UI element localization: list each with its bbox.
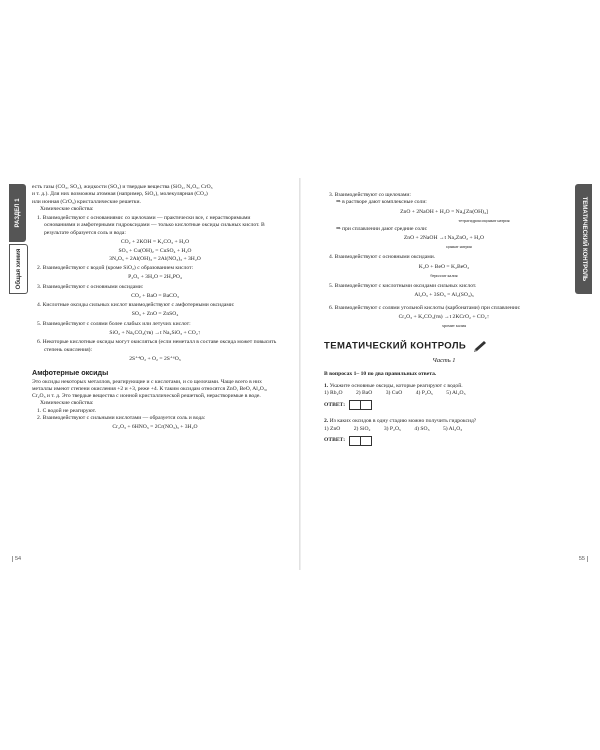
question-number: 1. (324, 382, 329, 389)
question-2 (324, 418, 564, 446)
amph-item: 3. Взаимодействуют со щелочами: (329, 192, 411, 198)
section-tab (9, 184, 26, 242)
equation-note: бериллат калия (430, 273, 458, 279)
option[interactable]: 3) P₂O₅ (383, 425, 401, 432)
amph-item: 1. С водой не реагируют. (37, 407, 97, 414)
intro-line: и т. д.). Для них возможны атомная (например, SiO₂), молекулярная (CO₂) (32, 191, 208, 198)
instruction: В вопросах 1– 10 по два правильных ответа. (324, 370, 437, 377)
bullet-text: в растворе дают комплексные соли: (342, 199, 427, 206)
acid-item: 3. Взаимодействуют с основными оксидами: (37, 283, 144, 290)
acid-item: 5. Взаимодействуют с солями более слабых или летучих кислот: (37, 320, 191, 327)
amph-item: 5. Взаимодействуют с кислотными оксидами сильных кислот. (329, 283, 477, 290)
equation: 3N₂O₅ + 2Al(OH)₃ = 2Al(NO₃)₃ + 3H₂O (109, 255, 201, 262)
intro-line: есть газы (CO₂, SO₂), жидкости (SO₃) и твердые вещества (SiO₂, N₂O₅, CrO₃ (32, 184, 213, 190)
section-heading-row (324, 340, 564, 354)
equation: CO₂ + BaO = BaCO₃ (131, 292, 179, 299)
page-number: 55 (579, 556, 588, 562)
equation-note: тетрагидроксоцинкат натрия (458, 217, 510, 223)
subsection-tab-label: Общая химия (15, 248, 22, 290)
option[interactable]: 5) Al₂O₃ (442, 425, 463, 432)
chem-props-label: Химические свойства: (40, 205, 94, 212)
amph-item: 2. Взаимодействуют с сильными кислотами — образуется соль и вода: (37, 415, 206, 422)
options (324, 390, 564, 397)
question-text: Из каких оксидов в одну стадию можно получить гидроксид? (329, 418, 477, 425)
bullet-fusion (324, 226, 564, 233)
equation: CO₂ + 2KOH = K₂CO₃ + H₂O (120, 239, 190, 246)
side-tab-label: ТЕМАТИЧЕСКИЙ КОНТРОЛЬ (580, 196, 587, 282)
answer-box[interactable] (349, 400, 361, 410)
acid-item: 6. Некоторые кислотные оксиды могут окисляться (если неметалл в составе оксида может повысить степень окисления): (37, 339, 277, 353)
option[interactable]: 2) BaO (355, 390, 373, 397)
question-text: Укажите основные оксиды, которые реагируют с водой. (329, 382, 463, 389)
equation: Cr₂O₃ + 6HNO₃ = 2Cr(NO₃)₃ + 3H₂O (112, 424, 198, 431)
answer-row (324, 436, 564, 446)
acid-item: 4. Кислотные оксиды сильных кислот взаимодействуют с амфотерными оксидами: (37, 302, 235, 309)
option[interactable]: 2) SiO₂ (353, 425, 371, 432)
right-body (324, 192, 564, 446)
book-spread (0, 178, 600, 570)
answer-box[interactable] (361, 436, 372, 446)
option[interactable]: 4) P₂O₅ (415, 390, 433, 397)
equation: SO₃ + ZnO = ZnSO₄ (131, 311, 179, 318)
amphoteric-heading: Амфотерные оксиды (32, 368, 109, 378)
option[interactable]: 1) ZnO (324, 425, 341, 432)
chem-props-label: Химические свойства: (40, 400, 94, 407)
amph-item: 4. Взаимодействуют с основными оксидами. (329, 254, 436, 261)
equation: ZnO + 2NaOH →t Na₂ZnO₂ + H₂O (403, 235, 485, 242)
answer-box[interactable] (349, 436, 361, 446)
bullet-solution (324, 199, 564, 206)
answer-label: ОТВЕТ: (324, 437, 346, 444)
question-1 (324, 383, 564, 411)
section-heading: ТЕМАТИЧЕСКИЙ КОНТРОЛЬ (324, 340, 467, 352)
pencil-icon (472, 340, 488, 354)
option[interactable]: 4) SO₃ (414, 425, 430, 432)
side-tab (575, 184, 592, 294)
bullet-text: при сплавлении дают средние соли: (342, 225, 428, 232)
equation: Al₂O₃ + 3SO₃ = Al₂(SO₄)₃ (414, 292, 474, 299)
acid-item: 1. Взаимодействуют с основаниями: со щелочами — практически все, с нерастворимыми основаниями и амфотерными гидроксидами — только кислотные оксиды сильных кислот. В результате образуется соль и вода: (37, 215, 265, 236)
option[interactable]: 3) CuO (385, 390, 403, 397)
answer-row (324, 400, 564, 410)
arrow-bullet-icon: ⇒ (336, 199, 343, 206)
equation: SO₃ + Cu(OH)₂ = CuSO₄ + H₂O (118, 248, 192, 255)
amph-item: 6. Взаимодействуют с солями угольной кислоты (карбонатами) при сплавлении: (329, 304, 521, 311)
intro-line: или ионная (CrO₃) кристаллические решетки. (32, 198, 141, 205)
answer-label: ОТВЕТ: (324, 401, 346, 408)
equation: K₂O + BeO = K₂BeO₂ (418, 263, 470, 270)
equation: 2S⁺⁴O₂ + O₂ = 2S⁺⁶O₃ (129, 355, 181, 362)
answer-box[interactable] (361, 400, 372, 410)
equation: ZnO + 2NaOH + H₂O = Na₂[Zn(OH)₄] (400, 208, 488, 215)
equation-note: цинкат натрия (446, 244, 472, 250)
options (324, 426, 564, 433)
option[interactable]: 5) Al₂O₃ (446, 390, 466, 397)
equation: P₂O₅ + 3H₂O = 2H₃PO₄ (128, 274, 182, 281)
left-body (32, 184, 278, 434)
page-number: 54 (12, 556, 21, 562)
section-tab-label: РАЗДЕЛ 1 (14, 198, 21, 228)
part-label: Часть 1 (432, 357, 456, 365)
amphoteric-text: Это оксиды некоторых металлов, реагирующие и с кислотами, и со щелочами. Чаще всего в них металлы имеют степени окисления +2 и +3, реже +4. К таким оксидам относятся ZnO, BeO, Al₂O₃, Cr₂O₃ и т. д. Это твердые вещества с ионной кристаллической решеткой, нерастворимые в воде. (32, 378, 268, 400)
option[interactable]: 1) Rb₂O (324, 390, 343, 397)
left-page (0, 178, 300, 570)
equation: Cr₂O₃ + K₂CO₃(тв) →t 2KCrO₂ + CO₂↑ (398, 313, 490, 320)
subsection-tab (9, 244, 28, 294)
arrow-bullet-icon: ⇒ (336, 225, 343, 232)
equation-note: хромит калия (441, 323, 467, 329)
right-page (300, 178, 600, 570)
equation: SiO₂ + Na₂CO₃(тв) →t Na₂SiO₃ + CO₂↑ (109, 330, 201, 337)
question-number: 2. (324, 418, 329, 425)
acid-item: 2. Взаимодействуют с водой (кроме SiO₂) с образованием кислот: (37, 264, 194, 271)
